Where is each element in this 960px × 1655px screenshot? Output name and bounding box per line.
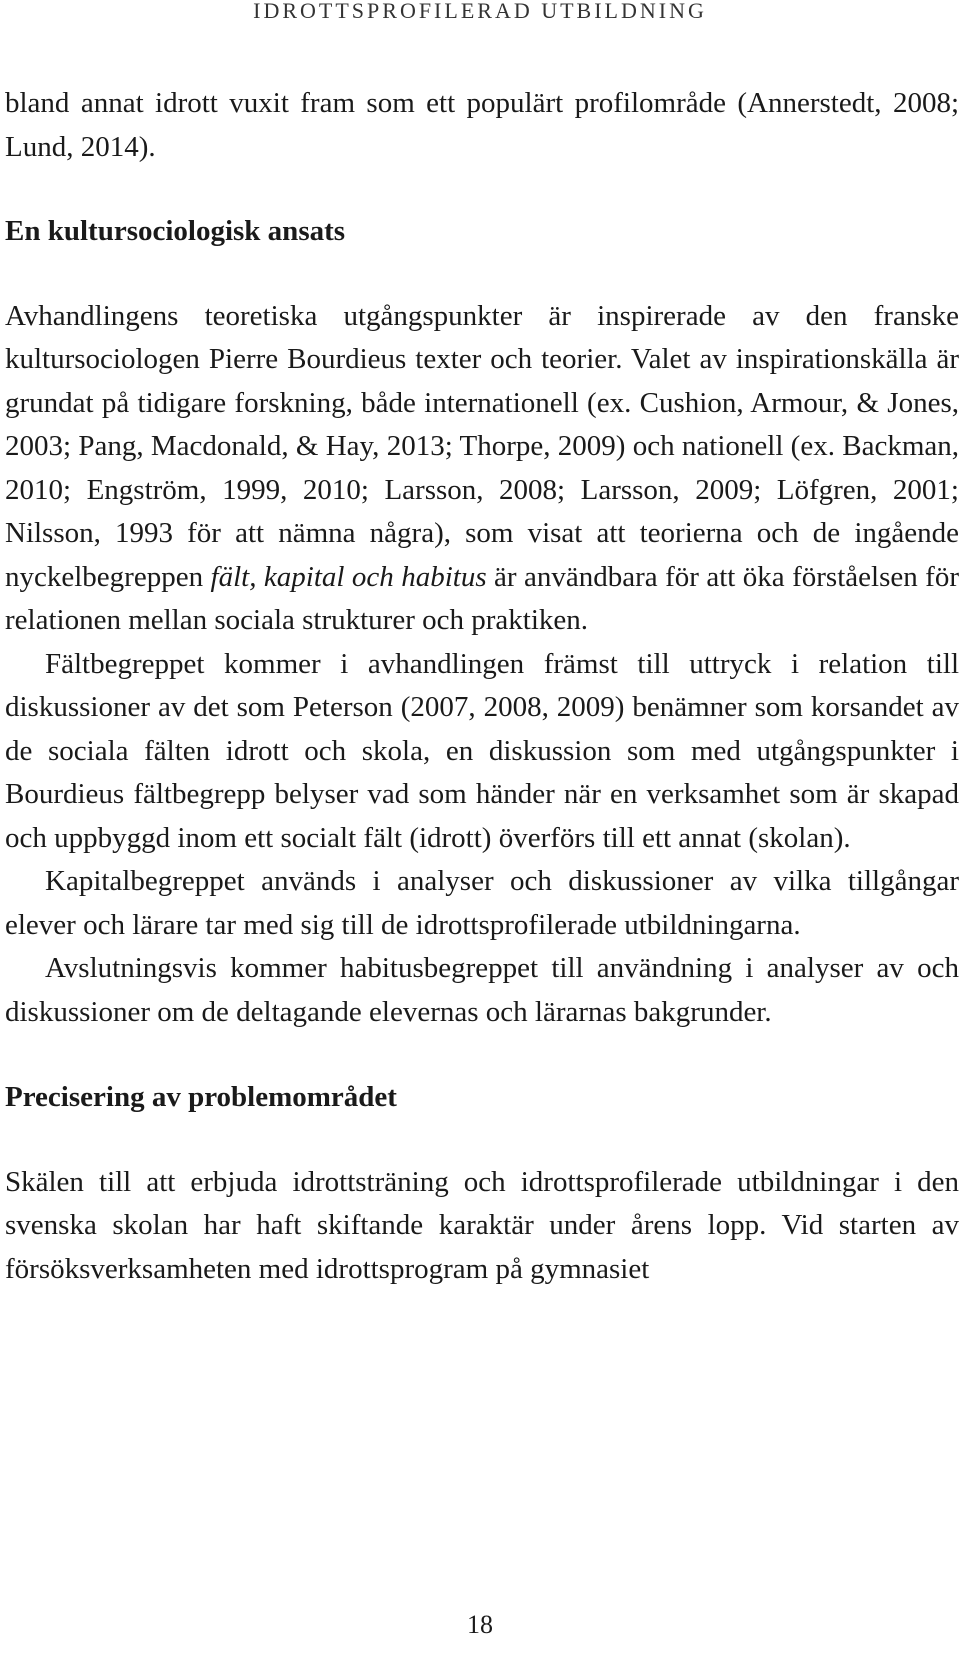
paragraph-habitus-concept: Avslutningsvis kommer habitusbegreppet till användning i analyser av och diskussioner om de deltagande elevernas och lärarnas bakgrunder. [5,952,959,1028]
section-heading-problem-area: Precisering av problemområdet [5,1081,397,1113]
paragraph-capital-concept: Kapitalbegreppet används i analyser och diskussioner av vilka tillgångar elever och lärare tar med sig till de idrottsprofilerade utbildningarna. [5,865,959,941]
running-header: IDROTTSPROFILERAD UTBILDNING [253,0,707,23]
paragraph-theory-text-a: Avhandlingens teoretiska utgångspunkter är inspirerade av den franske kultursociologen Pierre Bourdieus texter och teorier. Valet av inspirationskälla är grundat på tidigare forskning, både internationell (ex. Cushion, Armour, & Jones, 2003; Pang, Macdonald, & Hay, 2013; Thorpe, 2009) och nationell (ex. Backman, 2010; Engström, 1999, 2010; Larsson, 2008; Larsson, 2009; Löfgren, 2001; Nilsson, 1993 för att nämna några), som visat att teorierna och de ingående nyckelbegreppen [5,299,959,593]
paragraph-theory [5,295,959,643]
section-heading-cultural-sociology: En kultursociologisk ansats [5,215,346,247]
page-body [5,82,959,1291]
paragraph-field-concept: Fältbegreppet kommer i avhandlingen främst till uttryck i relation till diskussioner av det som Peterson (2007, 2008, 2009) benämner som korsandet av de sociala fälten idrott och skola, en diskussion som med utgångspunkter i Bourdieus fältbegrepp belyser vad som händer när en verksamhet som är skapad och uppbyggd inom ett socialt fält (idrott) överförs till ett annat (skolan). [5,647,959,854]
key-concepts-italic: fält, kapital och habitus [210,560,487,593]
page-number: 18 [467,1610,493,1639]
paragraph-problem-area: Skälen till att erbjuda idrottsträning och idrottsprofilerade utbildningar i den svenska skolan har haft skiftande karaktär under årens lopp. Vid starten av försöksverksamheten med idrottsprogram på gymnasiet [5,1165,959,1285]
paragraph-intro: bland annat idrott vuxit fram som ett populärt profilområde (Annerstedt, 2008; Lund, 2014). [5,87,959,163]
paragraph-theory-text-b: är användbara för att öka förståelsen för relationen mellan sociala strukturer och praktiken. [5,560,959,636]
